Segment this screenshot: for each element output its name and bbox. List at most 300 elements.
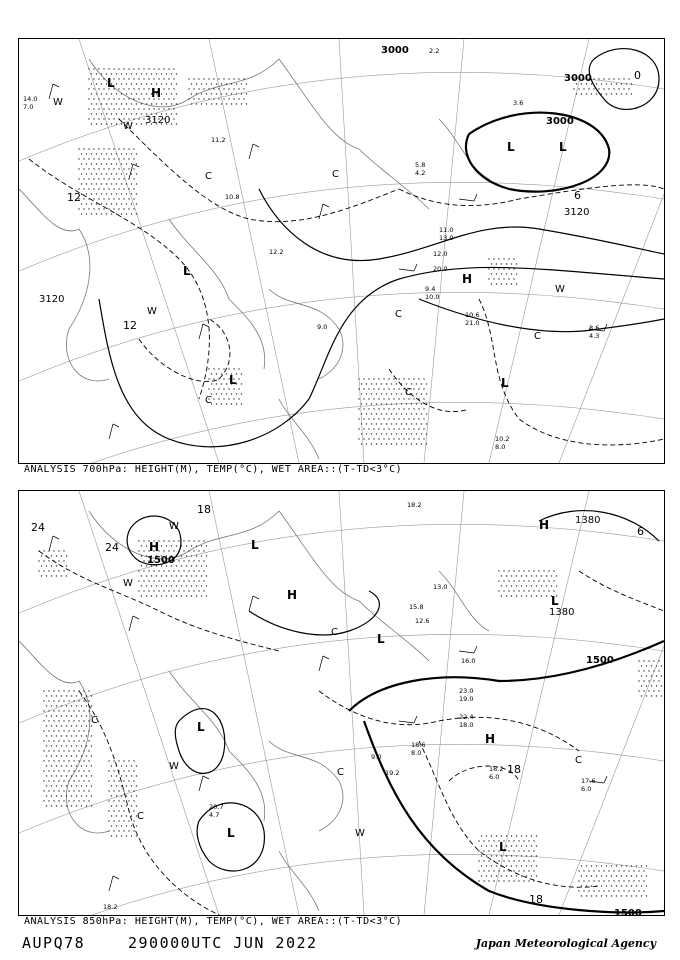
wet-area-dot — [51, 805, 52, 806]
wet-area-dot — [78, 188, 79, 189]
wet-area-dot — [88, 168, 89, 169]
wet-area-dot — [408, 418, 409, 419]
wet-area-dot — [358, 428, 359, 429]
wet-area-dot — [56, 775, 57, 776]
wet-area-dot — [126, 775, 127, 776]
wet-area-dot — [38, 570, 39, 571]
wet-area-dot — [71, 795, 72, 796]
wet-area-dot — [411, 433, 412, 434]
wet-area-dot — [106, 183, 107, 184]
wet-area-dot — [148, 590, 149, 591]
wet-area-dot — [361, 423, 362, 424]
wet-area-dot — [113, 820, 114, 821]
wet-area-dot — [103, 208, 104, 209]
wet-area-dot — [83, 720, 84, 721]
wet-area-dot — [66, 765, 67, 766]
wet-area-dot — [88, 188, 89, 189]
wet-area-dot — [381, 413, 382, 414]
wet-area-dot — [421, 423, 422, 424]
wet-area-dot — [153, 590, 154, 591]
wet-area-dot — [103, 148, 104, 149]
wet-area-dot — [588, 880, 589, 881]
wet-area-dot — [53, 790, 54, 791]
wet-area-dot — [91, 705, 92, 706]
wet-area-dot — [236, 403, 237, 404]
wet-area-dot — [221, 103, 222, 104]
wet-area-dot — [123, 188, 124, 189]
wet-area-dot — [153, 108, 154, 109]
wet-area-dot — [186, 565, 187, 566]
warm-center: W — [355, 828, 365, 839]
wet-area-dot — [201, 585, 202, 586]
wet-area-dot — [206, 585, 207, 586]
wet-area-dot — [51, 575, 52, 576]
wet-area-dot — [91, 163, 92, 164]
wet-area-dot — [191, 585, 192, 586]
wet-area-dot — [43, 700, 44, 701]
wet-area-dot — [81, 705, 82, 706]
wet-area-dot — [131, 785, 132, 786]
cold-center: C — [91, 715, 98, 726]
wet-area-dot — [581, 895, 582, 896]
wet-area-dot — [398, 438, 399, 439]
wet-area-dot — [48, 710, 49, 711]
wet-area-dot — [163, 550, 164, 551]
wet-area-dot — [376, 413, 377, 414]
wet-area-dot — [208, 388, 209, 389]
wet-area-dot — [128, 800, 129, 801]
wet-area-dot — [383, 398, 384, 399]
wet-area-dot — [83, 760, 84, 761]
wet-area-dot — [191, 555, 192, 556]
wet-area-dot — [123, 168, 124, 169]
wet-area-dot — [383, 378, 384, 379]
wet-area-dot — [243, 88, 244, 89]
wet-area-dot — [56, 785, 57, 786]
wet-area-dot — [48, 570, 49, 571]
wind-barbs — [49, 536, 607, 891]
wet-area-dot — [123, 198, 124, 199]
wet-area-dot — [186, 595, 187, 596]
wet-area-dot — [58, 570, 59, 571]
wet-area-dot — [46, 735, 47, 736]
wet-area-dot — [641, 875, 642, 876]
wet-area-dot — [643, 870, 644, 871]
temp-label: 24 — [31, 521, 45, 534]
wet-area-dot — [126, 193, 127, 194]
wet-area-dot — [91, 93, 92, 94]
wet-area-dot — [183, 580, 184, 581]
wet-area-dot — [543, 590, 544, 591]
wet-area-dot — [518, 570, 519, 571]
wet-area-dot — [73, 710, 74, 711]
wet-area-dot — [511, 875, 512, 876]
wet-area-dot — [131, 203, 132, 204]
wet-area-dot — [511, 595, 512, 596]
wet-area-dot — [231, 403, 232, 404]
wet-area-dot — [136, 183, 137, 184]
wet-area-dot — [213, 388, 214, 389]
wet-area-dot — [136, 163, 137, 164]
wet-area-dot — [543, 570, 544, 571]
low-pressure-center: L — [183, 264, 191, 278]
temp-label: 12 — [67, 191, 81, 204]
wet-area-dot — [201, 575, 202, 576]
wet-area-dot — [128, 208, 129, 209]
wet-area-dot — [141, 555, 142, 556]
wet-area-dot — [83, 730, 84, 731]
wet-area-dot — [371, 383, 372, 384]
wet-area-dot — [511, 835, 512, 836]
wet-area-dot — [548, 570, 549, 571]
wet-area-dot — [548, 590, 549, 591]
wet-area-dot — [86, 163, 87, 164]
wet-area-dot — [548, 580, 549, 581]
wet-area-dot — [133, 770, 134, 771]
station-value: 10.6 — [465, 311, 480, 319]
wet-area-dot — [536, 845, 537, 846]
wet-area-dot — [81, 695, 82, 696]
wet-area-dot — [553, 580, 554, 581]
wet-area-dot — [503, 580, 504, 581]
wet-area-dot — [58, 550, 59, 551]
wet-area-dot — [491, 273, 492, 274]
wet-area-dot — [508, 278, 509, 279]
wet-area-dot — [81, 213, 82, 214]
wet-area-dot — [653, 690, 654, 691]
wet-area-dot — [398, 388, 399, 389]
wet-area-dot — [511, 855, 512, 856]
wet-area-dot — [611, 83, 612, 84]
wet-area-dot — [131, 825, 132, 826]
wet-area-dot — [48, 760, 49, 761]
cold-center: C — [331, 627, 338, 638]
caption-700hpa: ANALYSIS 700hPa: HEIGHT(M), TEMP(°C), WET AREA::(T-TD<3°C) — [24, 464, 403, 475]
wet-area-dot — [596, 875, 597, 876]
wet-area-dot — [51, 695, 52, 696]
wet-area-dot — [93, 208, 94, 209]
wet-area-dot — [141, 565, 142, 566]
wet-area-dot — [123, 98, 124, 99]
wet-area-dot — [43, 780, 44, 781]
wet-area-dot — [133, 800, 134, 801]
wet-area-dot — [598, 88, 599, 89]
wet-area-dot — [121, 815, 122, 816]
wet-area-dot — [146, 83, 147, 84]
wet-area-dot — [128, 98, 129, 99]
wet-area-dot — [111, 183, 112, 184]
wet-area-dot — [63, 720, 64, 721]
wet-area-dot — [48, 740, 49, 741]
wet-area-dot — [88, 88, 89, 89]
wet-area-dot — [533, 840, 534, 841]
wet-area-dot — [126, 113, 127, 114]
wet-area-dot — [523, 840, 524, 841]
wet-area-dot — [81, 805, 82, 806]
station-value: 18.2 — [103, 903, 118, 911]
wet-area-dot — [123, 208, 124, 209]
wet-area-dot — [103, 68, 104, 69]
wet-area-dot — [98, 108, 99, 109]
wet-area-dot — [96, 183, 97, 184]
wet-area-dot — [116, 173, 117, 174]
wet-area-dot — [528, 860, 529, 861]
wet-area-dot — [181, 565, 182, 566]
height-label: 1500 — [586, 655, 614, 666]
wet-area-dot — [381, 433, 382, 434]
low-pressure-center: L — [551, 594, 559, 608]
wet-area-dot — [496, 845, 497, 846]
wet-area-dot — [653, 660, 654, 661]
wet-area-dot — [91, 203, 92, 204]
wet-area-dot — [498, 590, 499, 591]
wet-area-dot — [378, 398, 379, 399]
wet-area-dot — [166, 575, 167, 576]
wet-area-dot — [238, 368, 239, 369]
wet-area-dot — [528, 880, 529, 881]
wet-area-dot — [68, 780, 69, 781]
wet-area-dot — [111, 153, 112, 154]
wet-area-dot — [611, 885, 612, 886]
wet-area-dot — [131, 183, 132, 184]
wet-area-dot — [491, 875, 492, 876]
wet-area-dot — [146, 103, 147, 104]
wet-area-dot — [106, 173, 107, 174]
wet-area-dot — [651, 665, 652, 666]
wet-area-dot — [123, 770, 124, 771]
low-pressure-center: L — [501, 376, 509, 390]
wet-area-dot — [61, 795, 62, 796]
wet-area-dot — [43, 560, 44, 561]
wet-area-dot — [68, 730, 69, 731]
wet-area-dot — [221, 373, 222, 374]
wet-area-dot — [136, 123, 137, 124]
wet-area-dot — [81, 193, 82, 194]
wet-area-dot — [113, 188, 114, 189]
wet-area-dot — [583, 890, 584, 891]
wet-area-dot — [213, 398, 214, 399]
wet-area-dot — [231, 93, 232, 94]
wet-area-dot — [621, 865, 622, 866]
station-value: 18.2 — [489, 765, 504, 773]
wet-area-dot — [88, 178, 89, 179]
wet-area-dot — [203, 580, 204, 581]
graticule — [19, 491, 664, 915]
wet-area-dot — [226, 373, 227, 374]
wet-area-dot — [88, 78, 89, 79]
wet-area-dot — [603, 880, 604, 881]
wet-area-dot — [498, 880, 499, 881]
wet-area-dot — [481, 835, 482, 836]
wet-area-dot — [613, 870, 614, 871]
wet-area-dot — [636, 885, 637, 886]
wet-area-dot — [83, 168, 84, 169]
wet-area-dot — [66, 785, 67, 786]
wet-area-dot — [168, 590, 169, 591]
wet-area-dot — [631, 875, 632, 876]
wet-area-dot — [163, 88, 164, 89]
wet-area-dot — [181, 575, 182, 576]
wet-area-dot — [358, 438, 359, 439]
wet-area-dot — [646, 665, 647, 666]
temp-isotherms — [39, 551, 664, 915]
wet-area-dot — [196, 595, 197, 596]
wet-area-dot — [536, 865, 537, 866]
wet-area-dot — [66, 735, 67, 736]
wet-area-dot — [646, 675, 647, 676]
wet-area-dot — [78, 158, 79, 159]
wet-area-dot — [491, 845, 492, 846]
wet-area-dot — [601, 875, 602, 876]
wet-area-dot — [131, 113, 132, 114]
wet-area-dot — [518, 580, 519, 581]
wet-area-dot — [478, 860, 479, 861]
wet-area-dot — [518, 850, 519, 851]
wet-area-dot — [128, 198, 129, 199]
wet-area-dot — [381, 443, 382, 444]
wet-area-dot — [173, 590, 174, 591]
wet-area-dot — [138, 88, 139, 89]
wet-area-dot — [503, 880, 504, 881]
wet-area-dot — [523, 860, 524, 861]
wet-area-dot — [43, 720, 44, 721]
station-value: 18.0 — [459, 721, 474, 729]
wet-area-dot — [383, 408, 384, 409]
wet-area-dot — [621, 885, 622, 886]
wet-area-dot — [101, 83, 102, 84]
wet-area-dot — [141, 123, 142, 124]
wet-area-dot — [113, 800, 114, 801]
wet-area-dot — [91, 755, 92, 756]
wet-area-dot — [211, 373, 212, 374]
wet-area-dot — [78, 740, 79, 741]
wet-area-dot — [143, 540, 144, 541]
wet-area-dot — [148, 580, 149, 581]
wet-area-dot — [491, 835, 492, 836]
low-pressure-center: L — [377, 632, 385, 646]
wet-area-dot — [631, 865, 632, 866]
wet-area-dot — [231, 393, 232, 394]
wet-area-dot — [541, 595, 542, 596]
wet-area-dot — [478, 870, 479, 871]
wet-area-dot — [176, 565, 177, 566]
wet-area-dot — [93, 168, 94, 169]
wet-area-dot — [108, 208, 109, 209]
wet-area-dot — [163, 590, 164, 591]
wet-area-dot — [71, 725, 72, 726]
wet-area-dot — [203, 98, 204, 99]
wet-area-dot — [123, 88, 124, 89]
wet-area-dot — [641, 675, 642, 676]
wet-area-dot — [226, 383, 227, 384]
wet-area-dot — [136, 825, 137, 826]
wet-area-dot — [368, 408, 369, 409]
wet-area-dot — [73, 690, 74, 691]
wet-area-dot — [118, 188, 119, 189]
wet-area-dot — [128, 168, 129, 169]
wet-area-dot — [63, 780, 64, 781]
wet-area-dot — [413, 408, 414, 409]
wet-area-dot — [61, 765, 62, 766]
wet-area-dot — [618, 78, 619, 79]
wet-area-dot — [61, 725, 62, 726]
wet-area-dot — [203, 540, 204, 541]
wet-area-dot — [211, 83, 212, 84]
wet-area-dot — [91, 73, 92, 74]
station-value: 20.7 — [209, 803, 224, 811]
wet-area-dot — [136, 113, 137, 114]
wet-area-dot — [73, 780, 74, 781]
wet-area-dot — [113, 208, 114, 209]
wet-area-dot — [401, 423, 402, 424]
wet-area-dot — [618, 880, 619, 881]
wet-area-dot — [118, 800, 119, 801]
wet-area-dot — [178, 570, 179, 571]
wet-area-dot — [626, 83, 627, 84]
wet-area-dot — [388, 428, 389, 429]
wet-area-dot — [591, 93, 592, 94]
wet-area-dot — [108, 830, 109, 831]
low-pressure-center: L — [229, 373, 237, 387]
height-label: 1500 — [147, 555, 175, 566]
wet-area-dot — [513, 570, 514, 571]
wet-area-dot — [493, 268, 494, 269]
wet-area-dot — [496, 283, 497, 284]
wet-area-dot — [183, 550, 184, 551]
wet-area-dot — [386, 433, 387, 434]
wet-area-dot — [366, 393, 367, 394]
wet-area-dot — [203, 570, 204, 571]
wet-area-dot — [121, 203, 122, 204]
wet-area-dot — [83, 770, 84, 771]
wet-area-dot — [526, 855, 527, 856]
wet-area-dot — [161, 585, 162, 586]
wet-area-dot — [128, 820, 129, 821]
wet-area-dot — [171, 73, 172, 74]
wet-area-dot — [176, 575, 177, 576]
wet-area-dot — [106, 123, 107, 124]
wet-area-dot — [516, 875, 517, 876]
height-label: 3120 — [39, 294, 65, 305]
wet-area-dot — [363, 398, 364, 399]
wet-area-dot — [96, 173, 97, 174]
wet-area-dot — [108, 168, 109, 169]
station-value: 12.2 — [269, 248, 284, 256]
wet-area-dot — [111, 785, 112, 786]
wet-area-dot — [88, 780, 89, 781]
wet-area-dot — [411, 383, 412, 384]
wet-area-dot — [591, 895, 592, 896]
wet-area-dot — [493, 870, 494, 871]
wet-area-dot — [171, 585, 172, 586]
wet-area-dot — [128, 158, 129, 159]
low-pressure-center: L — [107, 76, 115, 90]
wet-area-dot — [206, 93, 207, 94]
wet-area-dot — [606, 93, 607, 94]
wet-area-dot — [176, 585, 177, 586]
wet-area-dot — [51, 765, 52, 766]
wet-area-dot — [138, 98, 139, 99]
wet-area-dot — [53, 770, 54, 771]
wet-area-dot — [611, 875, 612, 876]
station-value: 4.7 — [209, 811, 220, 819]
wet-area-dot — [126, 805, 127, 806]
low-pressure-center: L — [499, 840, 507, 854]
wet-area-dot — [53, 740, 54, 741]
agency-name: Japan Meteorological Agency — [475, 937, 656, 950]
wet-area-dot — [163, 580, 164, 581]
wet-area-dot — [193, 88, 194, 89]
